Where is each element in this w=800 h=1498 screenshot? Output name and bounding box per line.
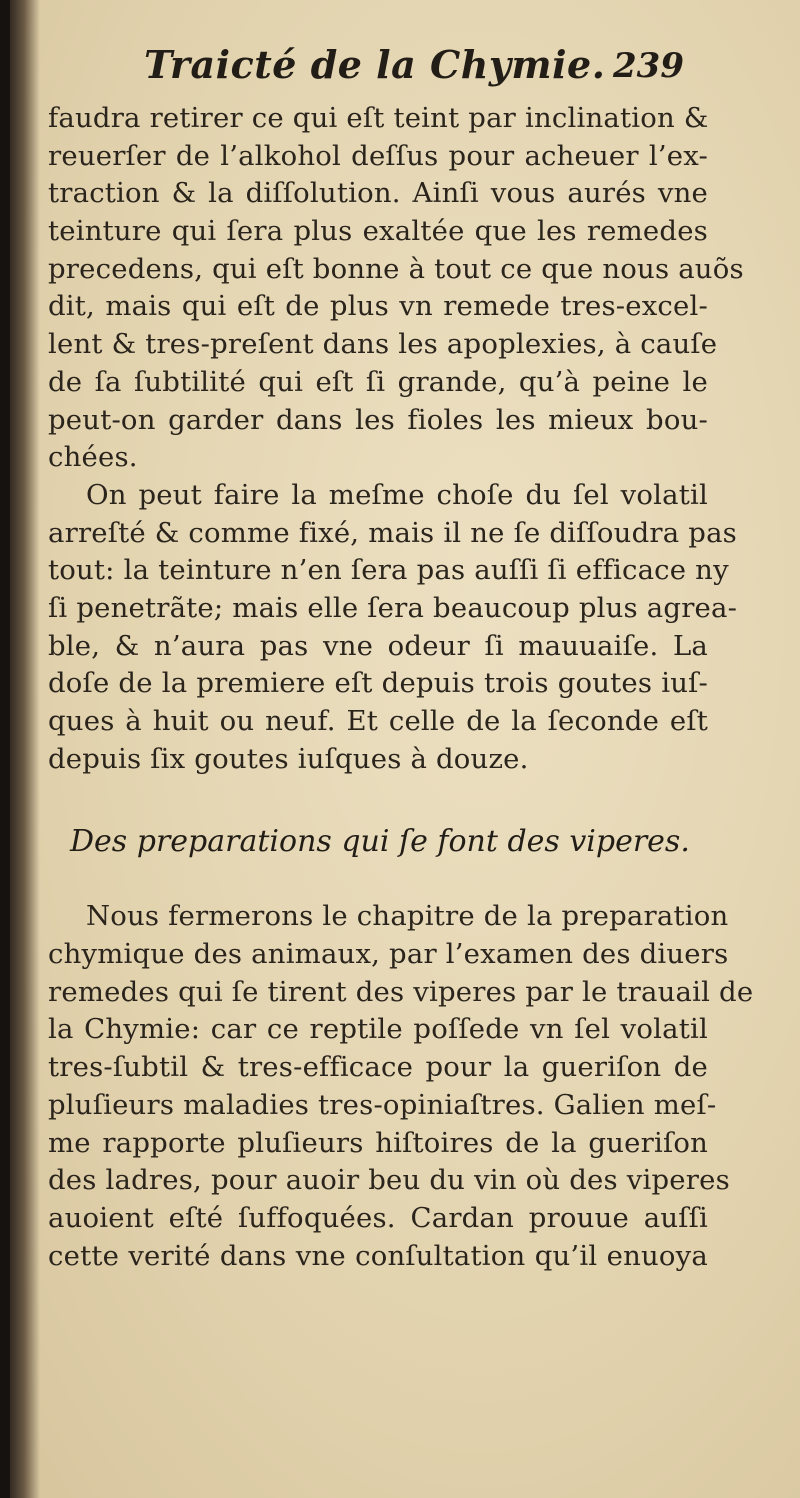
text-line: ble, & n’aura pas vne odeur ſi mauuaiſe. La (48, 629, 708, 662)
binding-edge (0, 0, 10, 1498)
text-line: la Chymie: car ce reptile poſſede vn ſel volatil (48, 1013, 708, 1046)
paragraph (48, 100, 744, 477)
text-line: de ſa ſubtilité qui eſt ſi grande, qu’à peine le (48, 365, 708, 398)
text-line: faudra retirer ce qui eſt teint par inclination & (48, 102, 709, 134)
text-line: precedens, qui eſt bonne à tout ce que nous auõs (48, 252, 744, 285)
text-line: traction & la diſſolution. Ainſi vous aurés vne (48, 177, 708, 210)
text-line: me rapporte pluſieurs hiſtoires de la gueriſon (48, 1126, 708, 1159)
paragraph (48, 477, 738, 779)
text-line: ſi penetrãte; mais elle ſera beaucoup plus agrea- (48, 591, 738, 624)
text-line: auoient eſté ſuffoquées. Cardan prouue auſſi (48, 1201, 708, 1234)
text-line: cette verité dans vne conſultation qu’il enuoya (48, 1239, 708, 1272)
paragraph (48, 898, 754, 1275)
text-line: pluſieurs maladies tres-opiniaſtres. Galien meſ- (48, 1088, 717, 1121)
text-line: teinture qui ſera plus exaltée que les remedes (48, 215, 708, 248)
text-line: lent & tres-preſent dans les apoplexies, à cauſe (48, 328, 718, 361)
text-line: tres-ſubtil & tres-efficace pour la gueriſon de (48, 1051, 708, 1084)
text-line: peut-on garder dans les fioles les mieux bou- (48, 403, 708, 436)
text-line: chées. (48, 441, 138, 474)
text-line: doſe de la premiere eſt depuis trois goutes iuſ- (48, 667, 708, 700)
page-header (100, 38, 700, 98)
text-line: tout: la teinture n’en ſera pas auſſi ſi efficace ny (48, 554, 729, 587)
text-line: remedes qui ſe tirent des viperes par le trauail de (48, 975, 754, 1008)
text-line: Nous fermerons le chapitre de la preparation (86, 900, 729, 933)
section-heading: Des preparations qui ſe font des viperes. (70, 824, 690, 860)
text-line: chymique des animaux, par l’examen des diuers (48, 938, 729, 971)
text-line: arreſté & comme fixé, mais il ne ſe diſſoudra pas (48, 516, 737, 549)
running-title: Traicté de la Chymie. (144, 42, 606, 87)
text-line: des ladres, pour auoir beu du vin où des viperes (48, 1164, 730, 1197)
text-line: reuerſer de l’alkohol deſſus pour acheuer l’ex- (48, 139, 708, 172)
text-line: ques à huit ou neuf. Et celle de la ſeconde eſt (48, 705, 708, 737)
text-line: On peut faire la meſme choſe du ſel volatil (86, 478, 708, 511)
text-line: depuis ſix goutes iuſques à douze. (48, 742, 529, 775)
text-line: dit, mais qui eſt de plus vn remede tres-excel- (48, 290, 708, 323)
page-number: 239 (613, 46, 684, 86)
body-text (48, 100, 754, 1275)
